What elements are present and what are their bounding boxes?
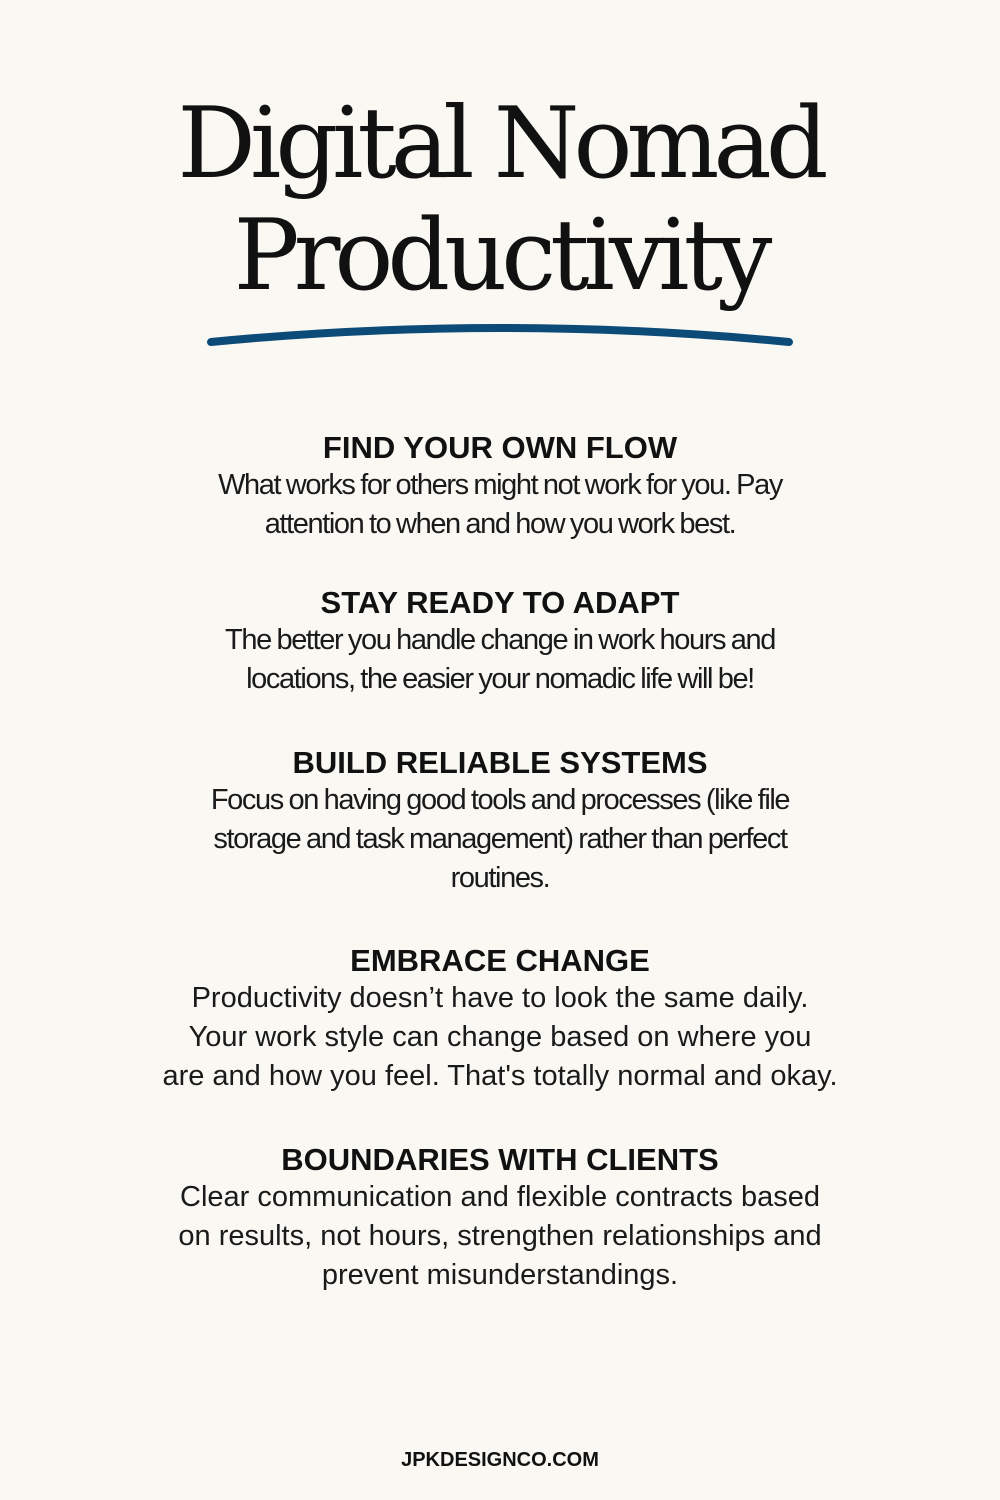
tip-heading: BOUNDARIES WITH CLIENTS	[281, 1142, 719, 1177]
title-line-2: Productivity	[233, 199, 767, 313]
title-underline	[205, 316, 795, 356]
tip-text-line: prevent misunderstandings.	[321, 1259, 679, 1291]
tip-heading: FIND YOUR OWN FLOW	[322, 430, 678, 465]
tip-text-line: attention to when and how you work best.	[264, 508, 736, 540]
tip-text-line: Your work style can change based on where you	[188, 1021, 812, 1053]
tip-build-reliable-systems	[120, 745, 880, 898]
tip-boundaries-with-clients	[120, 1142, 880, 1295]
tip-embrace-change	[120, 943, 880, 1096]
title-line-1: Digital Nomad	[177, 87, 823, 201]
tip-text-line: The better you handle change in work hours and	[225, 624, 775, 656]
tip-text-line: Productivity doesn’t have to look the same daily.	[191, 982, 809, 1014]
tip-stay-ready-to-adapt	[120, 585, 880, 699]
tip-text-line: are and how you feel. That's totally normal and okay.	[162, 1060, 838, 1092]
tip-heading: BUILD RELIABLE SYSTEMS	[292, 745, 708, 780]
tip-text-line: locations, the easier your nomadic life will be!	[246, 663, 754, 695]
tip-text-line: storage and task management) rather than perfect	[213, 823, 787, 855]
tip-text-line: What works for others might not work for you. Pay	[218, 469, 782, 501]
tip-heading: STAY READY TO ADAPT	[320, 585, 680, 620]
tip-text-line: routines.	[450, 862, 550, 894]
tip-text-line: Focus on having good tools and processes (like file	[210, 784, 790, 816]
page-title	[0, 88, 1000, 312]
tip-heading: EMBRACE CHANGE	[350, 943, 650, 978]
website-footer: JPKDESIGNCO.COM	[401, 1449, 599, 1471]
tip-text-line: Clear communication and flexible contracts based	[180, 1181, 820, 1213]
tip-text-line: on results, not hours, strengthen relationships and	[178, 1220, 822, 1252]
tip-find-your-own-flow	[120, 430, 880, 544]
